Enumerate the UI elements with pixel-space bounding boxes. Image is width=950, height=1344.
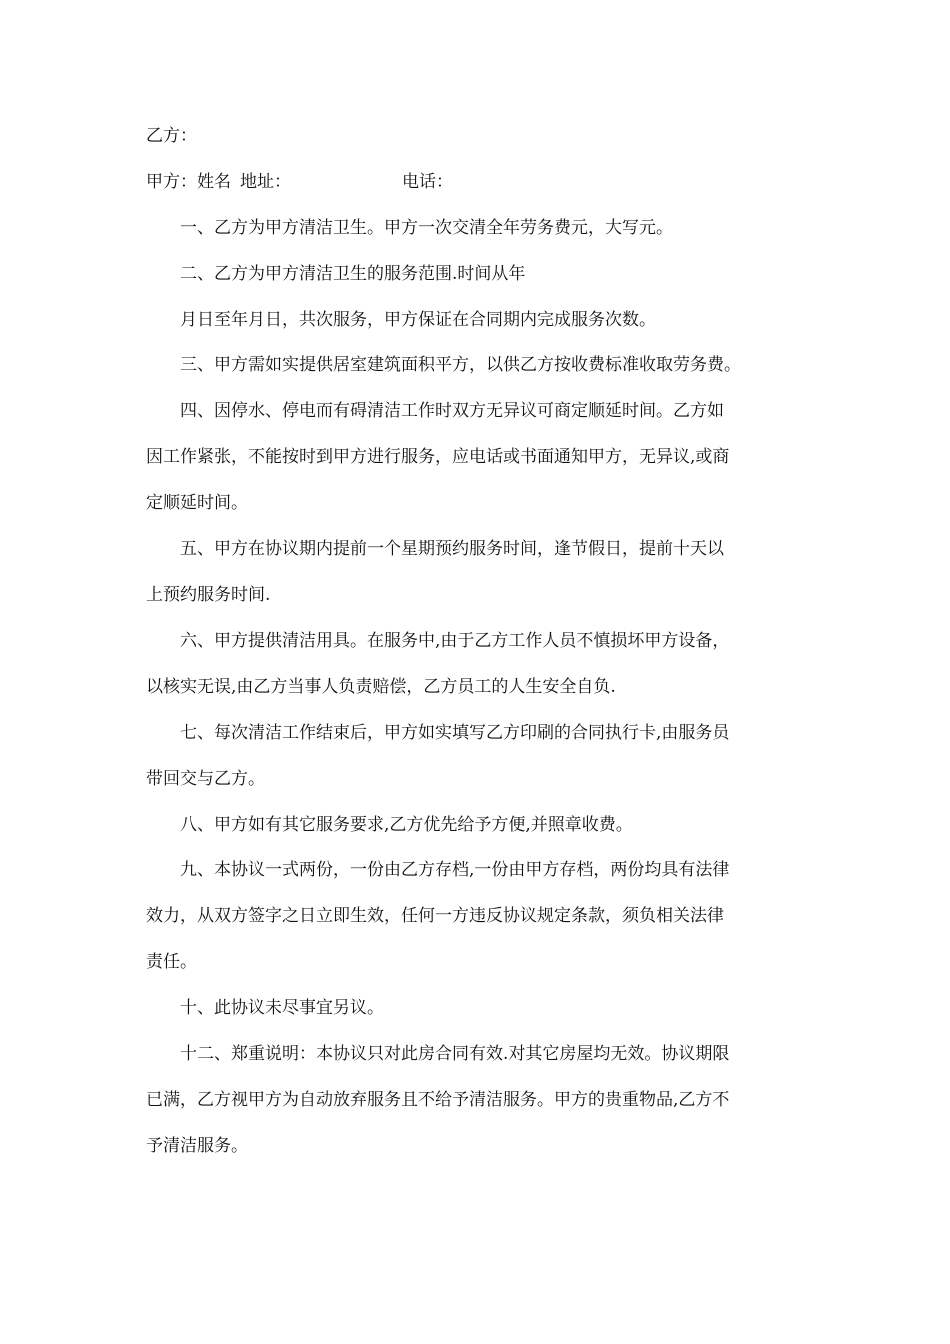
clause-5-line-2: 上预约服务时间. — [146, 585, 271, 605]
clause-2-continued: 月日至年月日，共次服务，甲方保证在合同期内完成服务次数。 — [180, 310, 656, 330]
clause-10: 十、此协议未尽事宜另议。 — [180, 998, 384, 1018]
clause-9: 九、本协议一式两份，一份由乙方存档,一份由甲方存档，两份均具有法律 — [180, 860, 730, 880]
clause-1: 一、乙方为甲方清洁卫生。甲方一次交清全年劳务费元，大写元。 — [180, 218, 673, 238]
party-a-name-label: 甲方：姓名 — [146, 172, 231, 192]
clause-4-line-2: 因工作紧张，不能按时到甲方进行服务，应电话或书面通知甲方，无异议,或商 — [146, 447, 730, 467]
party-a-address-label: 地址： — [240, 172, 291, 192]
clause-12-line-3: 予清洁服务。 — [146, 1136, 248, 1156]
party-a-line — [146, 170, 453, 194]
clause-3: 三、甲方需如实提供居室建筑面积平方，以供乙方按收费标准收取劳务费。 — [180, 355, 741, 375]
clause-6-line-2: 以核实无误,由乙方当事人负责赔偿，乙方员工的人生安全自负. — [146, 677, 616, 697]
clause-7-line-2: 带回交与乙方。 — [146, 769, 265, 789]
clause-7: 七、每次清洁工作结束后，甲方如实填写乙方印刷的合同执行卡,由服务员 — [180, 723, 730, 743]
clause-8: 八、甲方如有其它服务要求,乙方优先给予方便,并照章收费。 — [180, 815, 633, 835]
clause-5: 五、甲方在协议期内提前一个星期预约服务时间，逢节假日，提前十天以 — [180, 539, 724, 559]
clause-6: 六、甲方提供清洁用具。在服务中,由于乙方工作人员不慎损坏甲方设备， — [180, 631, 730, 651]
clause-4: 四、因停水、停电而有碍清洁工作时双方无异议可商定顺延时间。乙方如 — [180, 401, 724, 421]
clause-12: 十二、郑重说明：本协议只对此房合同有效.对其它房屋均无效。协议期限 — [180, 1044, 730, 1064]
clause-2: 二、乙方为甲方清洁卫生的服务范围.时间从年 — [180, 264, 526, 284]
clause-9-line-2: 效力，从双方签字之日立即生效，任何一方违反协议规定条款，须负相关法律 — [146, 906, 724, 926]
clause-4-line-3: 定顺延时间。 — [146, 493, 248, 513]
party-a-phone-label: 电话： — [402, 172, 453, 192]
party-b-line: 乙方： — [146, 126, 197, 146]
clause-9-line-3: 责任。 — [146, 952, 197, 972]
clause-12-line-2: 已满，乙方视甲方为自动放弃服务且不给予清洁服务。甲方的贵重物品,乙方不 — [146, 1090, 730, 1110]
